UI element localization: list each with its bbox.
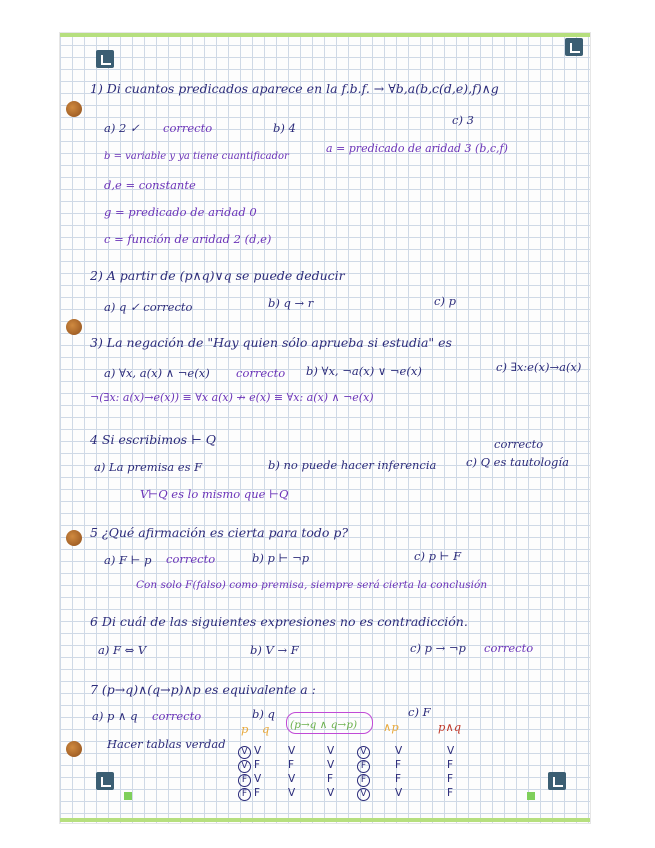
q1-explanation-b: b = variable y ya tiene cuantificador [104,151,289,162]
truth-cell-q-implies-p: V [327,787,335,799]
q6-option-a: a) F ⇔ V [98,643,147,657]
corner-mark-icon [124,792,132,800]
q3-option-a: a) ∀x, a(x) ∧ ¬e(x) [104,366,210,380]
truth-table-header-expression: (p→q ∧ q→p) [290,719,358,731]
truth-cell-p-implies-q: V [288,773,296,785]
q2-option-a: a) q ✓ correcto [104,300,193,314]
truth-cell-biconditional: V [357,745,370,759]
truth-cell-q-implies-p: V [327,745,335,757]
q2-option-c: c) p [434,294,456,308]
truth-cell-p: V [238,759,251,773]
q1-explanation-a: a = predicado de aridad 3 (b,c,f) [326,142,508,155]
q4-option-b: b) no puede hacer inferencia [268,458,437,472]
q1-explanation-de: d,e = constante [104,178,196,192]
q6-stem: 6 Di cuál de las siguientes expresiones no es contradicción. [90,614,468,629]
corner-logo-icon [548,772,566,790]
truth-cell-biconditional: F [357,773,370,787]
page-top-edge [60,33,590,37]
q7-hint: Hacer tablas verdad [107,737,226,751]
truth-cell-q: F [254,787,261,799]
truth-cell-q: V [254,745,262,757]
truth-table-header-p: p [241,722,249,736]
q3-correct-note: correcto [236,366,286,380]
q7-stem: 7 (p→q)∧(q→p)∧p es equivalente a : [90,682,316,697]
q1-correct-note: correcto [163,121,213,135]
q1-stem: 1) Di cuantos predicados aparece en la f.b.f. → ∀b,a(b,c(d,e),f)∧g [90,81,499,96]
q7-correct-note: correcto [152,709,202,723]
truth-cell-biconditional: V [357,787,370,801]
truth-cell-q-implies-p: V [327,759,335,771]
q5-correct-note: correcto [166,552,216,566]
truth-cell-p-implies-q: F [288,759,295,771]
q2-option-b: b) q → r [268,296,314,310]
truth-cell-and-p: V [395,745,403,757]
q3-option-b: b) ∀x, ¬a(x) ∨ ¬e(x) [306,364,422,378]
q6-option-b: b) V → F [250,643,299,657]
truth-cell-p-and-q: F [447,787,454,799]
truth-cell-p-implies-q: V [288,745,296,757]
truth-cell-p-and-q: F [447,773,454,785]
binder-hole-icon [66,319,82,335]
q6-option-c: c) p → ¬p [410,641,466,655]
truth-cell-q: V [254,773,262,785]
q5-option-c: c) p ⊢ F [414,549,462,563]
q4-option-a: a) La premisa es F [94,460,203,474]
truth-cell-biconditional: F [357,759,370,773]
q7-option-b: b) q [252,707,275,721]
corner-mark-icon [527,792,535,800]
q3-working: ¬(∃x: a(x)→e(x)) ≡ ∀x a(x) ↛ e(x) ≡ ∀x: a(x) ∧ ¬e(x) [90,391,374,404]
truth-table-header-and-p: ∧p [383,720,399,734]
truth-cell-p-and-q: F [447,759,454,771]
q1-option-c: c) 3 [452,113,474,127]
q1-explanation-c: c = función de aridad 2 (d,e) [104,232,272,246]
q5-option-a: a) F ⊢ p [104,553,152,567]
corner-logo-icon [565,38,583,56]
binder-hole-icon [66,101,82,117]
corner-logo-icon [96,772,114,790]
corner-logo-icon [96,50,114,68]
q1-option-b: b) 4 [273,121,296,135]
truth-cell-p-and-q: V [447,745,455,757]
q7-option-c: c) F [408,705,431,719]
q5-stem: 5 ¿Qué afirmación es cierta para todo p? [90,525,349,540]
q1-explanation-g: g = predicado de aridad 0 [104,205,257,219]
q5-working: Con solo F(falso) como premisa, siempre será cierta la conclusión [136,579,488,591]
q4-stem: 4 Si escribimos ⊢ Q [90,432,216,447]
q6-correct-note: correcto [484,641,534,655]
truth-cell-p-implies-q: V [288,787,296,799]
truth-cell-p: F [238,773,251,787]
page-bottom-edge [60,818,590,822]
truth-table-header-p-and-q: p∧q [438,720,462,734]
truth-cell-p: V [238,745,251,759]
truth-cell-q: F [254,759,261,771]
truth-cell-and-p: F [395,773,402,785]
q2-stem: 2) A partir de (p∧q)∨q se puede deducir [90,268,345,283]
q4-option-c: c) Q es tautología [466,455,569,469]
q7-option-a: a) p ∧ q [92,709,138,723]
q3-option-c: c) ∃x:e(x)→a(x) [496,360,582,374]
truth-cell-and-p: F [395,759,402,771]
truth-cell-q-implies-p: F [327,773,334,785]
truth-cell-and-p: V [395,787,403,799]
q4-correct-note: correcto [494,437,544,451]
binder-hole-icon [66,530,82,546]
binder-hole-icon [66,741,82,757]
truth-table-header-q: q [262,722,270,736]
q1-option-a: a) 2 ✓ [104,121,140,135]
q3-stem: 3) La negación de "Hay quien sólo aprueba si estudia" es [90,335,452,350]
q5-option-b: b) p ⊢ ¬p [252,551,310,565]
truth-cell-p: F [238,787,251,801]
q4-working: V⊢Q es lo mismo que ⊢Q [140,487,289,501]
